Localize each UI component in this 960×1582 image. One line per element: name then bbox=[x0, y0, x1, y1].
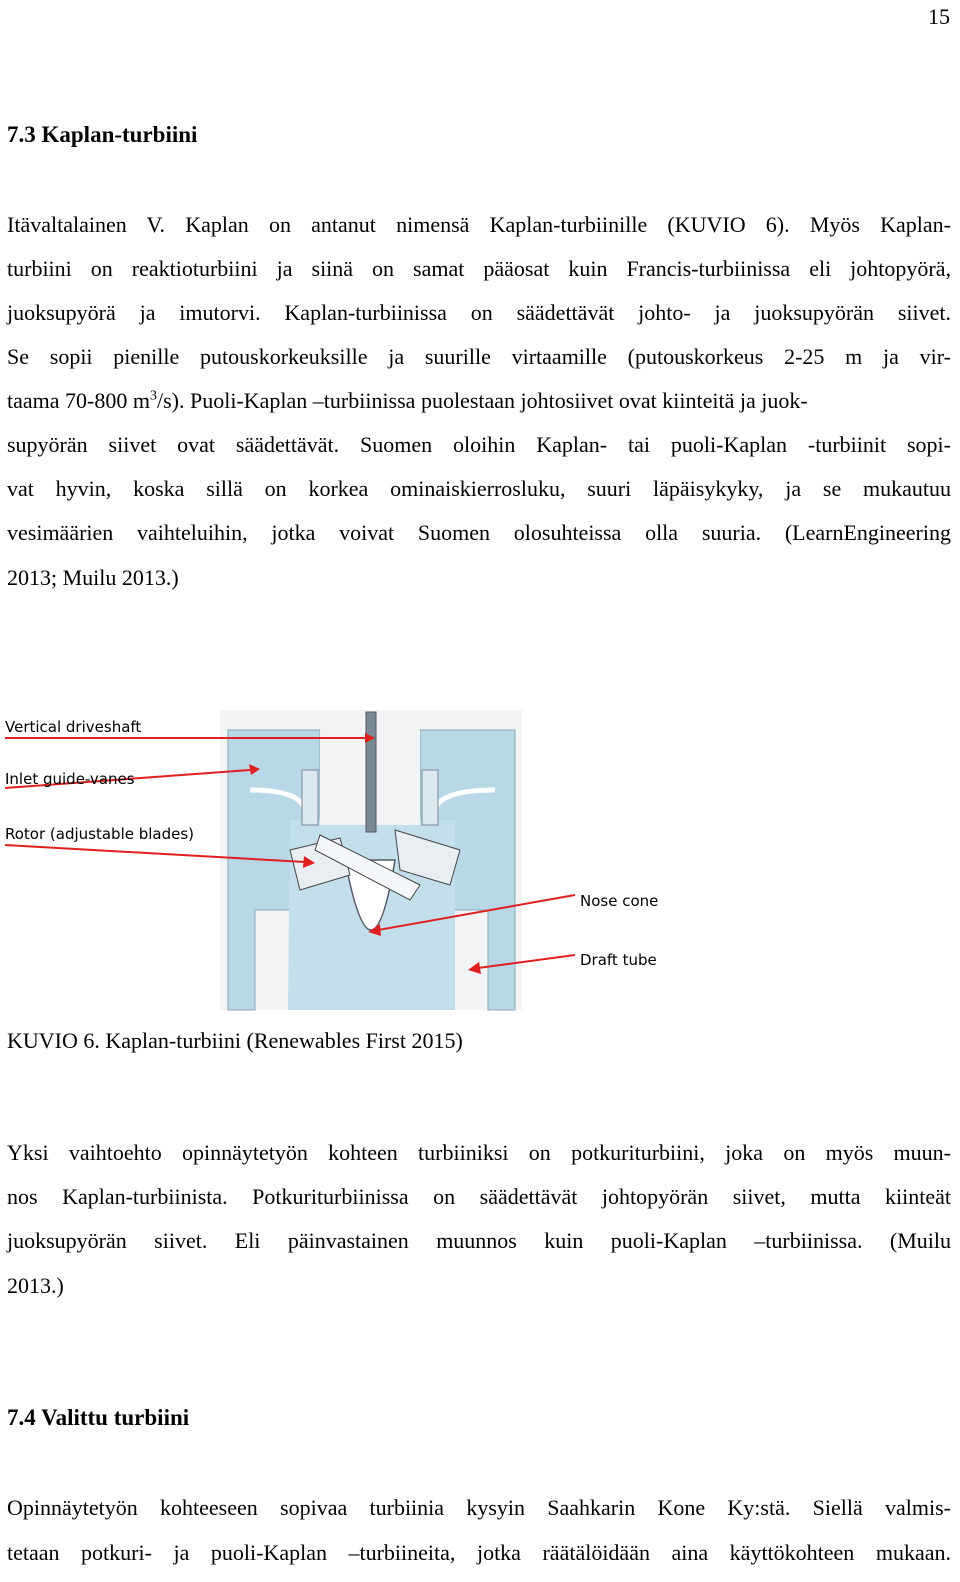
paragraph-line: vat hyvin, koska sillä on korkea ominaiskierrosluku, suuri läpäisykyky, ja se mukautuu bbox=[7, 476, 951, 501]
paragraph-line: juoksupyörä ja imutorvi. Kaplan-turbiinissa on säädettävät johto- ja juoksupyörän siivet. bbox=[7, 300, 951, 325]
paragraph-line: turbiini on reaktioturbiini ja siinä on samat pääosat kuin Francis-turbiinissa eli johtopyörä, bbox=[7, 256, 951, 281]
label-draft-tube: Draft tube bbox=[580, 951, 657, 969]
line-text: /s). Puoli-Kaplan –turbiinissa puolestaan johtosiivet ovat kiinteitä ja juok- bbox=[156, 388, 808, 413]
label-nose-cone: Nose cone bbox=[580, 892, 659, 910]
paragraph-line: Opinnäytetyön kohteeseen sopivaa turbiinia kysyin Saahkarin Kone Ky:stä. Siellä valmis- bbox=[7, 1495, 951, 1520]
paragraph-line: nos Kaplan-turbiinista. Potkuriturbiinissa on säädettävät johtopyörän siivet, mutta kiinteät bbox=[7, 1184, 951, 1209]
paragraph-line: juoksupyörän siivet. Eli päinvastainen muunnos kuin puoli-Kaplan –turbiinissa. (Muilu bbox=[7, 1228, 951, 1253]
line-text: taama 70-800 m bbox=[7, 388, 150, 413]
label-inlet-guide-vanes: Inlet guide-vanes bbox=[5, 770, 135, 788]
page-number: 15 bbox=[928, 4, 950, 29]
section-heading-7-4: 7.4 Valittu turbiini bbox=[7, 1405, 190, 1430]
paragraph-line: supyörän siivet ovat säädettävät. Suomen oloihin Kaplan- tai puoli-Kaplan -turbiinit sopi- bbox=[7, 432, 951, 457]
paragraph-line bbox=[7, 388, 951, 414]
section-heading-7-3: 7.3 Kaplan-turbiini bbox=[7, 122, 198, 147]
figure-caption: KUVIO 6. Kaplan-turbiini (Renewables First 2015) bbox=[7, 1028, 463, 1053]
line-part bbox=[7, 388, 808, 414]
kaplan-turbine-diagram bbox=[0, 700, 700, 1020]
driveshaft bbox=[366, 712, 376, 832]
paragraph-line: 2013.) bbox=[7, 1273, 64, 1298]
label-vertical-driveshaft: Vertical driveshaft bbox=[5, 718, 142, 736]
guide-vane-left bbox=[302, 770, 318, 825]
paragraph-line: Yksi vaihtoehto opinnäytetyön kohteen turbiiniksi on potkuriturbiini, joka on myös muun- bbox=[7, 1140, 951, 1165]
paragraph-line: vesimäärien vaihteluihin, jotka voivat Suomen olosuhteissa olla suuria. (LearnEngineering bbox=[7, 520, 951, 545]
label-rotor: Rotor (adjustable blades) bbox=[5, 825, 195, 843]
guide-vane-right bbox=[422, 770, 438, 825]
paragraph-line: Itävaltalainen V. Kaplan on antanut nimensä Kaplan-turbiinille (KUVIO 6). Myös Kaplan- bbox=[7, 212, 951, 237]
paragraph-line: Se sopii pienille putouskorkeuksille ja suurille virtaamille (putouskorkeus 2-25 m ja vir- bbox=[7, 344, 951, 369]
paragraph-line: 2013; Muilu 2013.) bbox=[7, 565, 179, 590]
superscript: 3 bbox=[149, 388, 157, 404]
paragraph-line: tetaan potkuri- ja puoli-Kaplan –turbiineita, jotka räätälöidään aina käyttökohteen mukaan. bbox=[7, 1540, 951, 1565]
